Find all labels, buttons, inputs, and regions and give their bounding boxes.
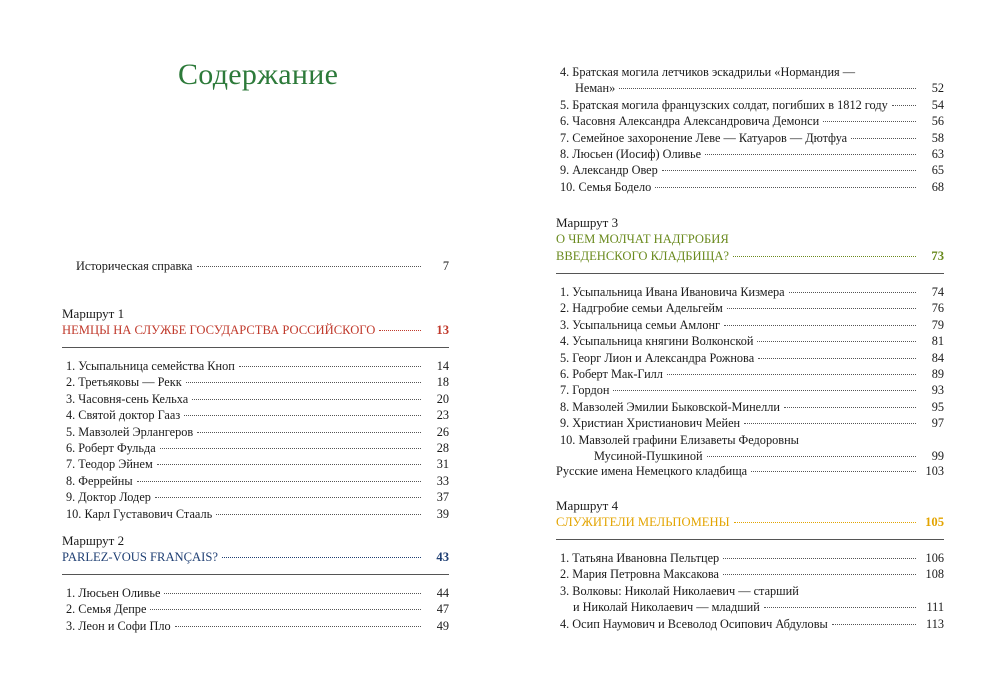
toc-entry-label: 3. Волковы: Николай Николаевич — старший xyxy=(560,583,799,598)
dot-leader xyxy=(379,330,421,331)
toc-page-number: 39 xyxy=(436,506,449,521)
toc-page-number: 54 xyxy=(931,97,944,112)
dot-leader xyxy=(197,432,421,433)
dot-leader xyxy=(150,609,421,610)
route4-label: Маршрут 4 xyxy=(556,498,619,513)
toc-entry[interactable] xyxy=(556,566,944,582)
toc-entry-label: 7. Гордон xyxy=(560,383,610,398)
toc-page-number: 113 xyxy=(926,616,944,631)
toc-page-number: 49 xyxy=(436,618,449,633)
toc-entry-label: Неман» xyxy=(575,81,616,96)
dot-leader xyxy=(619,88,916,89)
toc-page-number: 79 xyxy=(931,317,944,332)
toc-page-number: 23 xyxy=(436,408,449,423)
toc-entry-label: НЕМЦЫ НА СЛУЖБЕ ГОСУДАРСТВА РОССИЙСКОГО xyxy=(62,323,376,337)
toc-entry-label: 1. Люсьен Оливье xyxy=(66,586,161,600)
dot-leader xyxy=(784,407,916,408)
dot-leader xyxy=(184,415,421,416)
toc-entry-label: 5. Мавзолей Эрлангеров xyxy=(66,424,194,439)
route4-title[interactable] xyxy=(556,514,944,531)
dot-leader xyxy=(757,341,916,342)
dot-leader xyxy=(764,607,916,608)
toc-page-number: 73 xyxy=(931,249,944,263)
dot-leader xyxy=(216,514,421,515)
toc-page-number: 14 xyxy=(436,359,449,373)
toc-entry-label: 2. Мария Петровна Максакова xyxy=(560,567,719,582)
toc-entry[interactable] xyxy=(62,585,449,601)
toc-entry[interactable] xyxy=(62,489,449,505)
route2-section xyxy=(62,532,449,634)
toc-page-number: 28 xyxy=(436,440,449,455)
dot-leader xyxy=(175,626,421,627)
dot-leader xyxy=(655,187,916,188)
toc-entry-label: 9. Доктор Лодер xyxy=(66,490,151,505)
dot-leader xyxy=(734,522,916,523)
toc-entry[interactable] xyxy=(556,350,944,366)
toc-entry[interactable] xyxy=(62,506,449,522)
toc-entry[interactable] xyxy=(556,130,944,146)
dot-leader xyxy=(733,256,916,257)
dot-leader xyxy=(222,557,421,558)
toc-entry[interactable] xyxy=(62,407,449,423)
toc-page-number: 44 xyxy=(436,586,449,600)
toc-entry-label: Русские имена Немецкого кладбища xyxy=(556,464,748,478)
russian-names-section xyxy=(556,463,944,479)
toc-page-number: 81 xyxy=(931,334,944,349)
dot-leader xyxy=(137,481,421,482)
toc-page-number: 89 xyxy=(931,366,944,381)
toc-page-number: 33 xyxy=(436,473,449,488)
toc-page-number: 47 xyxy=(436,602,449,617)
toc-entry[interactable] xyxy=(556,179,944,195)
toc-page-number: 13 xyxy=(436,323,449,337)
toc-page-number: 111 xyxy=(926,600,944,615)
toc-entry-intro[interactable] xyxy=(62,258,449,274)
toc-entry-label: 10. Мавзолей графини Елизаветы Федоровны xyxy=(560,432,799,447)
dot-leader xyxy=(751,471,916,472)
toc-entry-label: 1. Усыпальница семейства Кноп xyxy=(66,359,235,373)
toc-page-number: 31 xyxy=(436,457,449,472)
route1-list xyxy=(62,358,449,522)
toc-page-number: 63 xyxy=(931,146,944,161)
toc-page-number: 20 xyxy=(436,391,449,406)
toc-page-number: 68 xyxy=(931,179,944,194)
toc-entry-multiline-line2[interactable] xyxy=(556,599,944,615)
toc-entry-label: 6. Роберт Фульда xyxy=(66,440,156,455)
toc-entry[interactable] xyxy=(556,382,944,398)
toc-entry-label: 1. Усыпальница Ивана Ивановича Кизмера xyxy=(560,285,785,299)
toc-entry[interactable] xyxy=(62,456,449,472)
dot-leader xyxy=(186,382,421,383)
toc-entry[interactable] xyxy=(556,146,944,162)
toc-entry-label: ВВЕДЕНСКОГО КЛАДБИЩА? xyxy=(556,249,730,263)
toc-entry-label: 1. Татьяна Ивановна Пельтцер xyxy=(560,551,720,565)
dot-leader xyxy=(851,138,916,139)
toc-page-number: 103 xyxy=(925,464,944,478)
toc-entry[interactable] xyxy=(556,97,944,113)
route3-title-line2[interactable] xyxy=(556,248,944,265)
toc-entry-label: 4. Усыпальница княгини Волконской xyxy=(560,334,754,349)
dot-leader xyxy=(157,464,421,465)
toc-entry[interactable] xyxy=(556,366,944,382)
toc-entry[interactable] xyxy=(556,162,944,178)
dot-leader xyxy=(832,624,916,625)
dot-leader xyxy=(789,292,916,293)
route4-section xyxy=(556,497,944,632)
route4-list xyxy=(556,550,944,632)
toc-entry-label: 3. Часовня-сень Кельха xyxy=(66,391,189,406)
toc-entry-label: PARLEZ-VOUS FRANÇAIS? xyxy=(62,550,218,564)
dot-leader xyxy=(667,374,916,375)
route2-label: Маршрут 2 xyxy=(62,533,125,548)
dot-leader xyxy=(705,154,916,155)
toc-entry-label: и Николай Николаевич — младший xyxy=(573,600,760,615)
toc-entry[interactable] xyxy=(62,440,449,456)
route3-divider xyxy=(556,273,944,274)
dot-leader xyxy=(192,399,421,400)
dot-leader xyxy=(197,266,421,267)
toc-entry-label: 4. Святой доктор Гааз xyxy=(66,408,181,423)
toc-entry-label: О ЧЕМ МОЛЧАТ НАДГРОБИЯ xyxy=(556,232,729,246)
route2-continued xyxy=(556,64,944,195)
toc-entry[interactable] xyxy=(62,374,449,390)
route3-title-line1[interactable] xyxy=(556,231,944,248)
dot-leader xyxy=(707,456,916,457)
toc-entry[interactable] xyxy=(556,399,944,415)
dot-leader xyxy=(892,105,916,106)
toc-entry-label: 7. Семейное захоронение Леве — Катуаров — Дютфуа xyxy=(560,130,848,145)
toc-page-number: 74 xyxy=(931,285,944,299)
toc-entry-label: 6. Часовня Александра Александровича Демонси xyxy=(560,114,820,129)
dot-leader xyxy=(744,423,916,424)
dot-leader xyxy=(160,448,421,449)
dot-leader xyxy=(724,325,916,326)
toc-entry-label: 8. Люсьен (Иосиф) Оливье xyxy=(560,146,702,161)
toc-page-number: 93 xyxy=(931,383,944,398)
route3-list xyxy=(556,284,944,464)
route1-title[interactable] xyxy=(62,322,449,339)
toc-page-number: 26 xyxy=(436,424,449,439)
toc-page-number: 76 xyxy=(931,301,944,316)
toc-entry-label: 5. Братская могила французских солдат, погибших в 1812 году xyxy=(560,97,888,112)
route3-label: Маршрут 3 xyxy=(556,215,619,230)
toc-page-number: 7 xyxy=(442,259,449,273)
toc-entry[interactable] xyxy=(62,424,449,440)
toc-entry-label: 2. Третьяковы — Рекк xyxy=(66,375,182,390)
toc-page-number: 37 xyxy=(436,490,449,505)
route1-label: Маршрут 1 xyxy=(62,306,125,321)
toc-entry-label: Мусиной-Пушкиной xyxy=(594,448,703,463)
dot-leader xyxy=(823,121,916,122)
toc-entry-label: 9. Александр Овер xyxy=(560,163,658,178)
route3-section xyxy=(556,214,944,464)
toc-page-number: 56 xyxy=(931,114,944,129)
toc-entry-label: 6. Роберт Мак-Гилл xyxy=(560,366,663,381)
left-toc-column xyxy=(62,258,449,274)
toc-entry[interactable] xyxy=(556,616,944,632)
toc-entry-label: 3. Леон и Софи Пло xyxy=(66,618,171,633)
route1-section xyxy=(62,305,449,522)
toc-page-number: 99 xyxy=(931,448,944,463)
toc-entry[interactable] xyxy=(556,317,944,333)
toc-page-number: 108 xyxy=(925,567,944,582)
toc-entry-multiline-line2[interactable] xyxy=(556,448,944,464)
toc-entry[interactable] xyxy=(556,284,944,300)
toc-entry-multiline-line1[interactable] xyxy=(556,583,944,599)
toc-entry[interactable] xyxy=(556,550,944,566)
route2-divider xyxy=(62,574,449,575)
toc-entry[interactable] xyxy=(62,473,449,489)
toc-entry-russian-names[interactable] xyxy=(556,463,944,479)
toc-entry[interactable] xyxy=(556,300,944,316)
toc-page-number: 52 xyxy=(931,81,944,96)
toc-entry[interactable] xyxy=(62,391,449,407)
toc-entry-label: СЛУЖИТЕЛИ МЕЛЬПОМЕНЫ xyxy=(556,515,730,529)
route1-divider xyxy=(62,347,449,348)
toc-entry-label: 2. Семья Депре xyxy=(66,602,147,617)
toc-page-number: 58 xyxy=(931,130,944,145)
dot-leader xyxy=(613,390,916,391)
toc-entry[interactable] xyxy=(62,358,449,374)
toc-entry-multiline-line1[interactable] xyxy=(556,64,944,80)
toc-page-number: 105 xyxy=(925,515,944,529)
toc-entry-label: 2. Надгробие семьи Адельгейм xyxy=(560,301,723,316)
toc-entry-label: 4. Осип Наумович и Всеволод Осипович Абдуловы xyxy=(560,616,828,631)
route2-title[interactable] xyxy=(62,549,449,566)
toc-entry-label: 5. Георг Лион и Александра Рожнова xyxy=(560,350,755,365)
toc-page-number: 106 xyxy=(925,551,944,565)
toc-entry-label: 10. Карл Густавович Стааль xyxy=(66,506,213,521)
dot-leader xyxy=(155,497,421,498)
toc-entry-label: 10. Семья Бодело xyxy=(560,179,652,194)
toc-entry-multiline-line1[interactable] xyxy=(556,432,944,448)
route2-list xyxy=(62,585,449,634)
toc-entry[interactable] xyxy=(62,601,449,617)
route4-divider xyxy=(556,539,944,540)
dot-leader xyxy=(662,170,916,171)
dot-leader xyxy=(758,358,916,359)
toc-page-number: 97 xyxy=(931,416,944,431)
toc-entry-label: 9. Христиан Христианович Мейен xyxy=(560,416,741,431)
toc-entry-label: 7. Теодор Эйнем xyxy=(66,457,153,472)
toc-entry-label: 8. Мавзолей Эмилии Быковской-Минелли xyxy=(560,399,780,414)
toc-entry-label: 8. Феррейны xyxy=(66,473,133,488)
dot-leader xyxy=(723,558,916,559)
dot-leader xyxy=(239,366,421,367)
toc-entry[interactable] xyxy=(556,415,944,431)
toc-entry[interactable] xyxy=(556,113,944,129)
page-title: Содержание xyxy=(178,58,339,91)
dot-leader xyxy=(164,593,421,594)
toc-page-number: 18 xyxy=(436,375,449,390)
toc-page-number: 65 xyxy=(931,163,944,178)
toc-page-number: 95 xyxy=(931,399,944,414)
toc-entry-label: 4. Братская могила летчиков эскадрильи «Нормандия — xyxy=(560,65,856,79)
toc-entry-multiline-line2[interactable] xyxy=(556,80,944,96)
toc-page-number: 84 xyxy=(931,350,944,365)
toc-entry-label: Историческая справка xyxy=(76,259,193,273)
toc-page-number: 43 xyxy=(436,550,449,564)
toc-entry-label: 3. Усыпальница семьи Амлонг xyxy=(560,317,721,332)
dot-leader xyxy=(727,308,916,309)
dot-leader xyxy=(723,574,916,575)
toc-entry[interactable] xyxy=(62,618,449,634)
toc-entry[interactable] xyxy=(556,333,944,349)
